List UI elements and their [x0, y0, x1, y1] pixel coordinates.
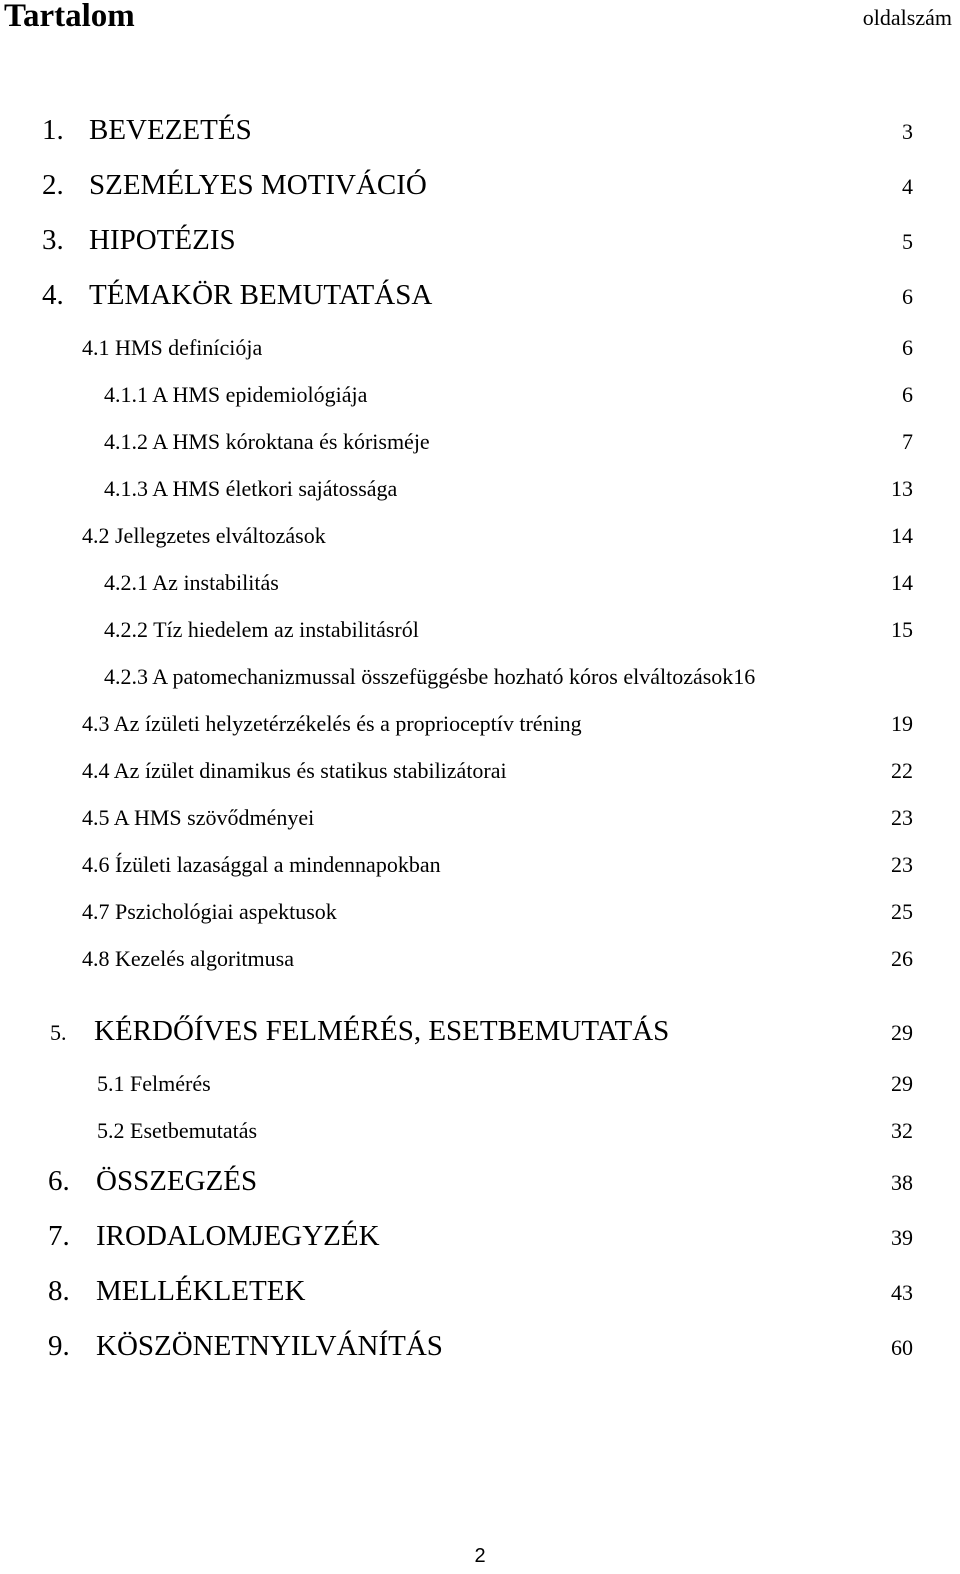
toc-entry-page: 6 — [902, 382, 913, 407]
toc-entry-page: 4 — [902, 174, 913, 199]
toc-entry-number: 4. — [42, 279, 64, 311]
toc-entry-number: 2. — [42, 169, 64, 201]
toc-entry-page: 38 — [891, 1170, 913, 1195]
toc-entry-number: 8. — [48, 1275, 70, 1307]
toc-entry-title: ÖSSZEGZÉS — [96, 1165, 258, 1197]
toc-entry-page: 14 — [891, 570, 913, 595]
toc-entry-title: 4.8 Kezelés algoritmusa — [82, 946, 294, 971]
toc-entry-title: 4.2.2 Tíz hiedelem az instabilitásról — [104, 617, 419, 642]
toc-entry-title: 4.2 Jellegzetes elváltozások — [82, 523, 326, 548]
toc-entry-number: 5. — [50, 1020, 67, 1045]
toc-entry-title: BEVEZETÉS — [89, 114, 252, 146]
toc-entry-number: 7. — [48, 1220, 70, 1252]
toc-entry-page: 6 — [902, 284, 913, 309]
toc-entry-page: 7 — [902, 429, 913, 454]
toc-entry-page: 6 — [902, 335, 913, 360]
toc-entry-title: HIPOTÉZIS — [89, 224, 236, 256]
toc-entry-page: 39 — [891, 1225, 913, 1250]
toc-title: Tartalom — [4, 0, 135, 34]
toc-entry-title: 4.6 Ízületi lazasággal a mindennapokban — [82, 852, 441, 877]
toc-entry-title: 4.7 Pszichológiai aspektusok — [82, 899, 337, 924]
toc-entry-title: SZEMÉLYES MOTIVÁCIÓ — [89, 169, 427, 201]
toc-entry-title: KÉRDŐÍVES FELMÉRÉS, ESETBEMUTATÁS — [94, 1015, 670, 1047]
toc-entry-page: 29 — [891, 1071, 913, 1096]
toc-entry-title: 4.1.1 A HMS epidemiológiája — [104, 382, 368, 407]
toc-entry-page: 3 — [902, 119, 913, 144]
toc-entry-title: 4.4 Az ízület dinamikus és statikus stabilizátorai — [82, 758, 507, 783]
toc-entry-title: 4.1 HMS definíciója — [82, 335, 263, 360]
toc-entry-number: 6. — [48, 1165, 70, 1197]
toc-entry-title: IRODALOMJEGYZÉK — [96, 1220, 380, 1252]
toc-entry-title: 5.2 Esetbemutatás — [97, 1118, 258, 1143]
toc-entry-title: 5.1 Felmérés — [97, 1071, 211, 1096]
toc-entry-page: 23 — [891, 805, 913, 830]
toc-entry-title: 4.1.2 A HMS kóroktana és kórisméje — [104, 429, 430, 454]
toc-entry-page: 14 — [891, 523, 913, 548]
toc-entry-page: 15 — [891, 617, 913, 642]
toc-entry-page: 29 — [891, 1020, 913, 1045]
toc-entry-page: 22 — [891, 758, 913, 783]
toc-entry-title: 4.3 Az ízületi helyzetérzékelés és a proprioceptív tréning — [82, 711, 582, 736]
toc-entry-page: 26 — [891, 946, 913, 971]
toc-entry-title: MELLÉKLETEK — [96, 1275, 306, 1307]
toc-entry-title: 4.2.1 Az instabilitás — [104, 570, 279, 595]
toc-entry-number: 3. — [42, 224, 64, 256]
toc-entry-page: 43 — [891, 1280, 913, 1305]
toc-entry-page: 5 — [902, 229, 913, 254]
toc-entry-title: KÖSZÖNETNYILVÁNÍTÁS — [96, 1330, 443, 1362]
toc-entry-number: 9. — [48, 1330, 70, 1362]
toc-entry-page: 60 — [891, 1335, 913, 1360]
toc-entry-page: 25 — [891, 899, 913, 924]
toc-entry-page: 19 — [891, 711, 913, 736]
toc-entry-page: 13 — [891, 476, 913, 501]
page-number: 2 — [474, 1545, 486, 1567]
toc-entry-page: 23 — [891, 852, 913, 877]
toc-entry-page: 32 — [891, 1118, 913, 1143]
toc-entry-title: 4.1.3 A HMS életkori sajátossága — [104, 476, 398, 501]
toc-entry-title: 4.5 A HMS szövődményei — [82, 805, 315, 830]
page-column-header: oldalszám — [862, 5, 952, 30]
toc-entry-title: 4.2.3 A patomechanizmussal összefüggésbe hozható kóros elváltozások16 — [104, 664, 756, 689]
toc-entry-title: TÉMAKÖR BEMUTATÁSA — [89, 279, 433, 311]
toc-entry-number: 1. — [42, 114, 64, 146]
